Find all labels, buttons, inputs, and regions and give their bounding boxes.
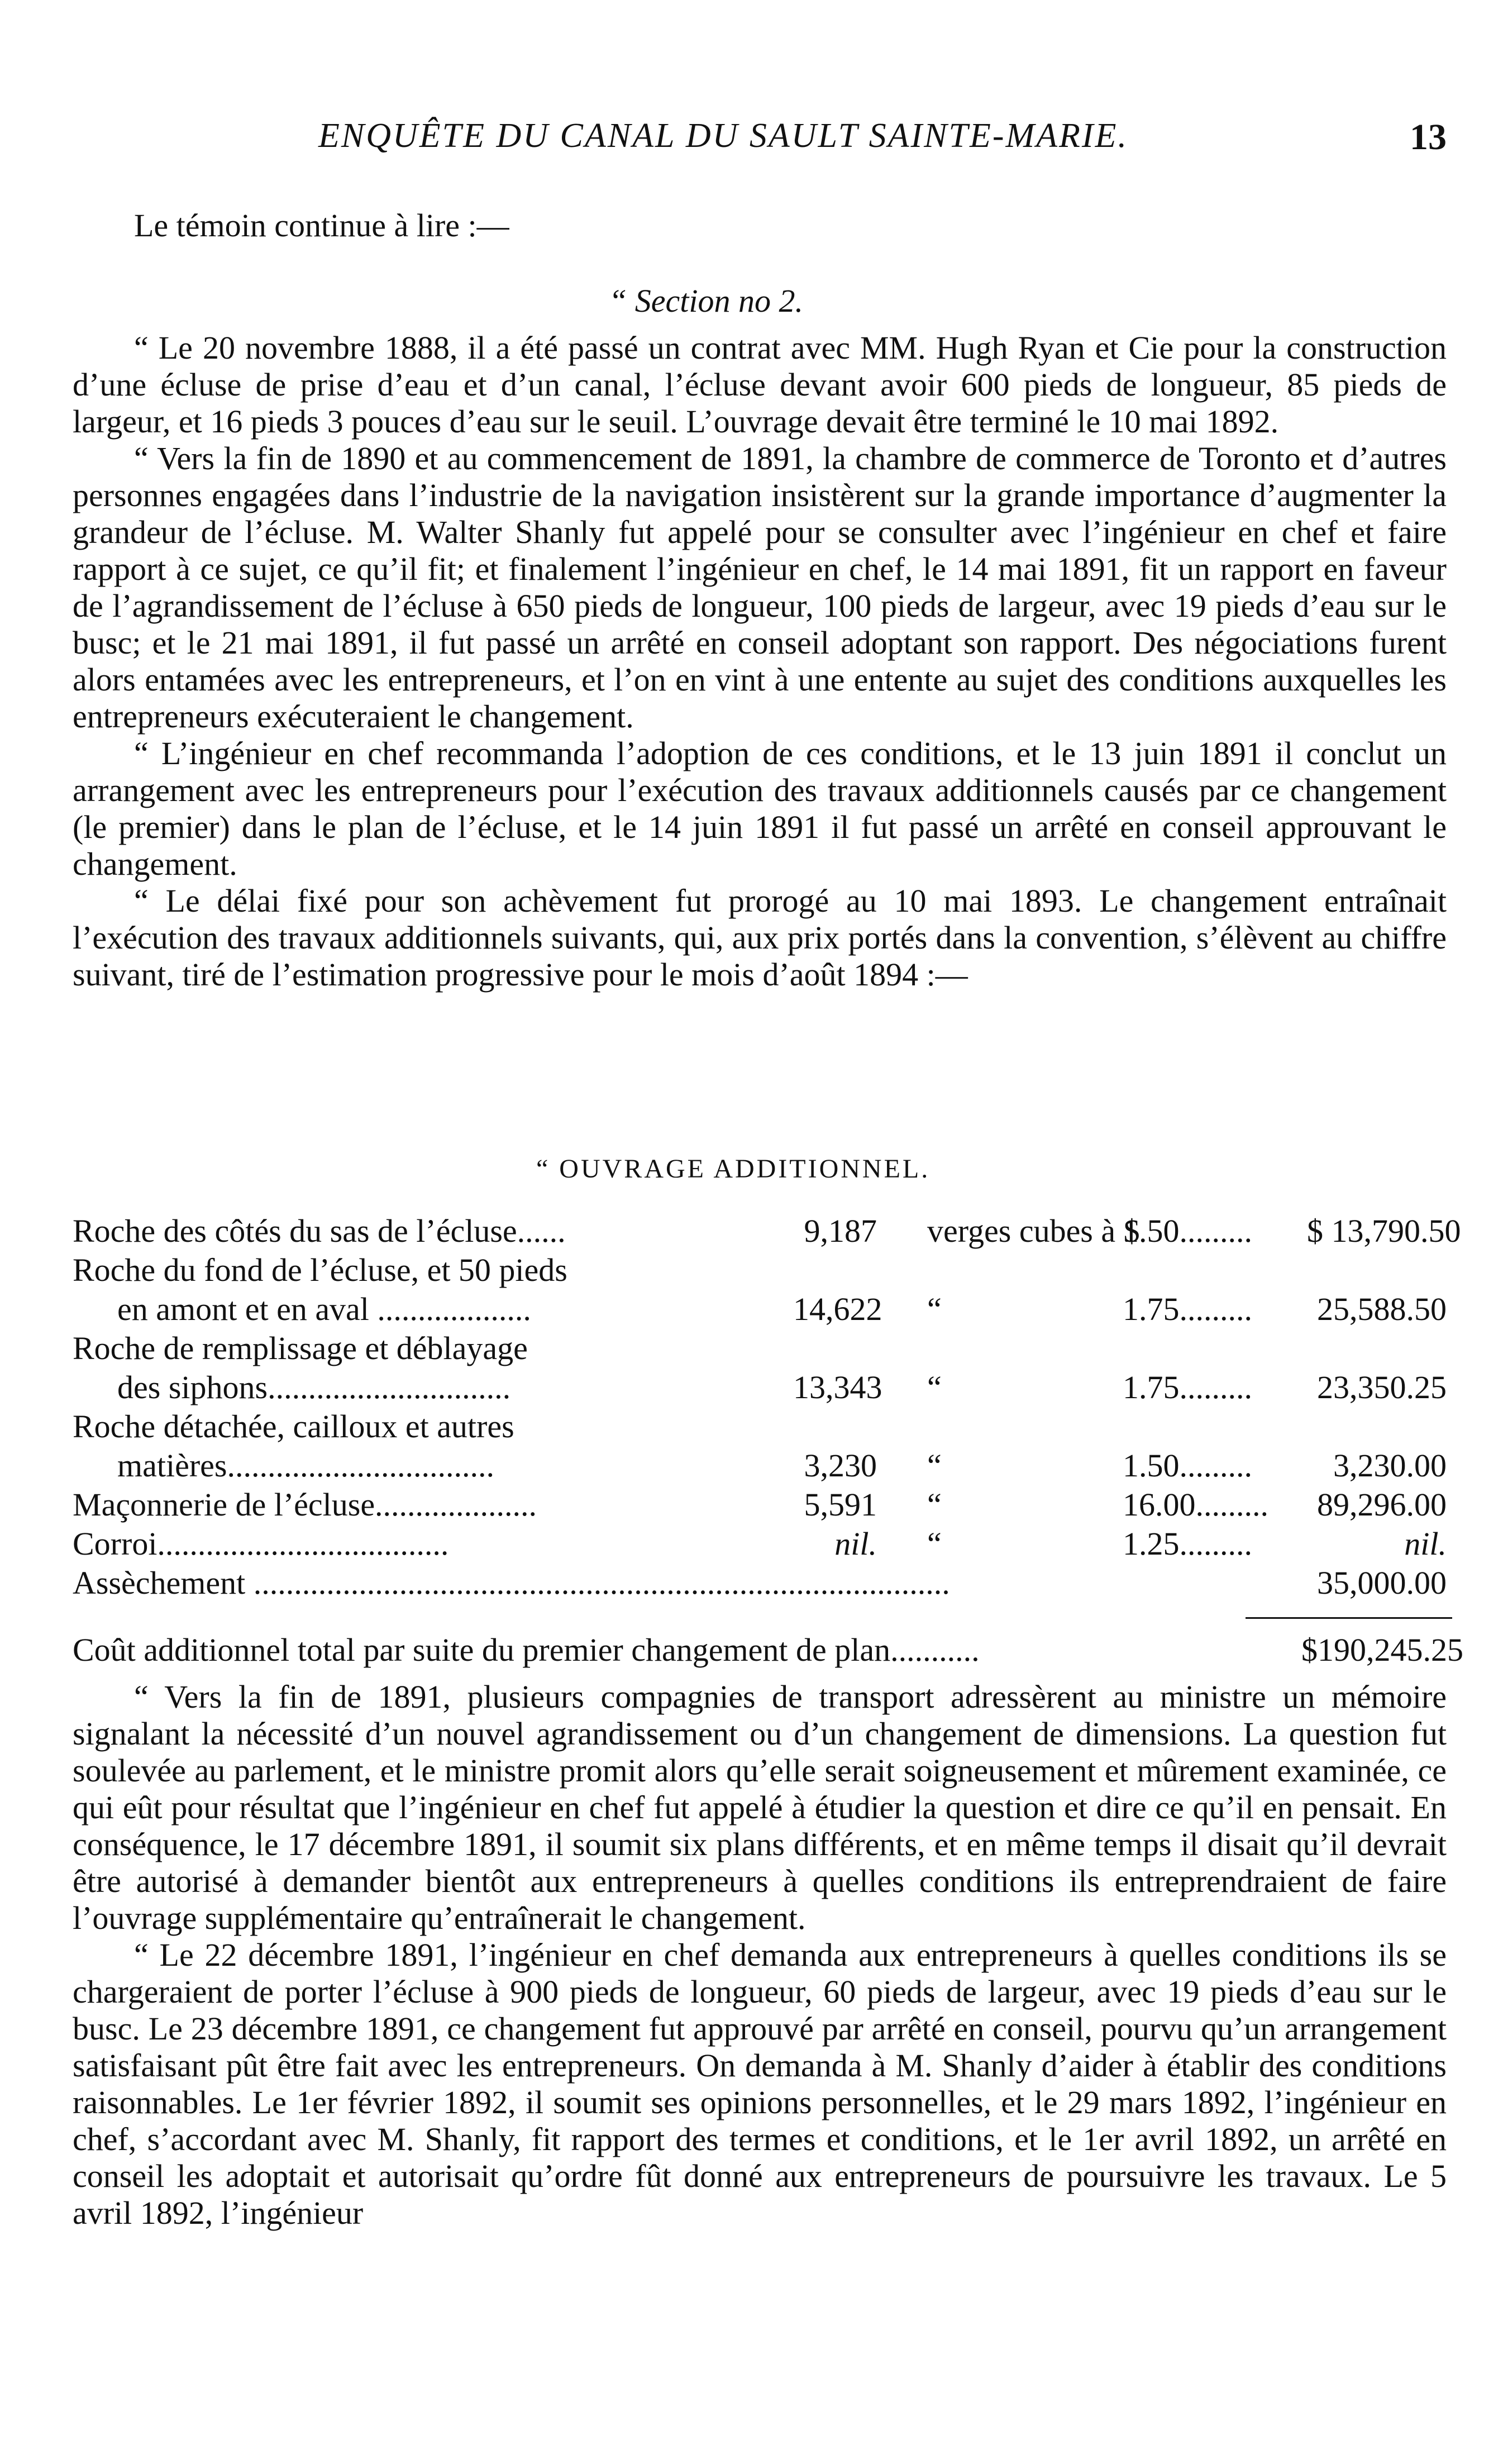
running-title: ENQUÊTE DU CANAL DU SAULT SAINTE-MARIE. (318, 117, 1128, 155)
total-amount: $190,245.25 (1301, 1632, 1463, 1668)
table-row (73, 1408, 1447, 1447)
section-reference: “ Section no 2. (609, 283, 803, 319)
row-label: Roche des côtés du sas de l’écluse...... (73, 1213, 566, 1249)
row-label: des siphons.............................. (117, 1369, 511, 1405)
row-unit: “ (927, 1486, 942, 1523)
row-price: 1.75......... (1123, 1291, 1252, 1327)
row-label: Assèchement ...................................................................................... (73, 1565, 950, 1601)
table-row (73, 1369, 1447, 1408)
row-label: Roche du fond de l’écluse, et 50 pieds (73, 1252, 567, 1288)
paragraph: “ Le 22 décembre 1891, l’ingénieur en chef demanda aux entrepreneurs à quelles conditions ils se chargeraient de porter l’écluse à 900 pieds de longueur, 60 pieds de largeur, avec 19 pieds d’eau sur le busc. Le 23 décembre 1891, ce changement fut approuvé par arrêté en conseil, pourvu qu’un arrangement satisfaisant pût être fait avec les entrepreneurs. On demanda à M. Shanly d’aider à établir des conditions raisonnables. Le 1er février 1892, il soumit ses opinions personnelles, et le 29 mars 1892, l’ingénieur en chef, s’accordant avec M. Shanly, fit rapport des termes et conditions, et le 1er avril 1892, un arrêté en conseil les adoptait et autorisait qu’ordre fût donné aux entrepreneurs de poursuivre les travaux. Le 5 avril 1892, l’ingénieur (73, 1937, 1447, 2231)
table-row (73, 1251, 1447, 1290)
paragraph: “ L’ingénieur en chef recommanda l’adoption de ces conditions, et le 13 juin 1891 il conclut un arrangement avec les entrepreneurs pour l’exécution des travaux additionnels causés par ce changement (le premier) dans le plan de l’écluse, et le 14 juin 1891 il fut passé un arrêté en conseil approuvant le changement. (73, 735, 1447, 882)
total-label: Coût additionnel total par suite du premier changement de plan........... (73, 1632, 980, 1668)
total-rule (1246, 1617, 1452, 1619)
paragraph: “ Vers la fin de 1891, plusieurs compagnies de transport adressèrent au ministre un mémoire signalant la nécessité d’un nouvel agrandissement ou d’un changement de dimensions. La question fut soulevée au parlement, et le ministre promit alors qu’elle serait soigneusement et mûrement examinée, ce qui eût pour résultat que l’ingénieur en chef fut appelé à étudier la question et dire ce qu’il en pensait. En conséquence, le 17 décembre 1891, il soumit six plans différents, et en même temps il disait qu’il devrait être autorisé à demander bientôt aux entrepreneurs à quelles conditions ils entreprendraient de faire l’ouvrage supplémentaire qu’entraînerait le changement. (73, 1679, 1447, 1936)
row-amount: nil. (1404, 1526, 1447, 1562)
row-unit: “ (927, 1447, 942, 1484)
row-quantity: 14,622 (793, 1291, 882, 1327)
page-header (73, 116, 1447, 166)
row-unit: verges cubes à $ (927, 1213, 1140, 1249)
paragraph: “ Le délai fixé pour son achèvement fut prorogé au 10 mai 1893. Le changement entraînait l’exécution des travaux additionnels suivants, qui, aux prix portés dans la convention, s’élèvent au chiffre suivant, tiré de l’estimation progressive pour le mois d’août 1894 :— (73, 883, 1447, 993)
row-unit: “ (927, 1526, 942, 1562)
page-number: 13 (1410, 117, 1447, 158)
row-price: 16.00......... (1123, 1486, 1268, 1523)
row-label: en amont et en aval ................... (117, 1291, 531, 1327)
row-unit: “ (927, 1291, 942, 1327)
row-quantity: nil. (834, 1526, 877, 1562)
row-label: matières................................. (117, 1447, 494, 1484)
row-label: Corroi.................................... (73, 1526, 449, 1562)
row-amount: 35,000.00 (1317, 1565, 1447, 1601)
table-row (73, 1290, 1447, 1329)
row-label: Roche de remplissage et déblayage (73, 1330, 528, 1366)
row-price: 1.50......... (1123, 1447, 1252, 1484)
paragraph: “ Vers la fin de 1890 et au commencement de 1891, la chambre de commerce de Toronto et d’autres personnes engagées dans l’industrie de la navigation insistèrent sur la grande importance d’augmenter la grandeur de l’écluse. M. Walter Shanly fut appelé pour se consulter avec l’ingénieur en chef et faire rapport à ce sujet, ce qu’il fit; et finalement l’ingénieur en chef, le 14 mai 1891, fit un rapport en faveur de l’agrandissement de l’écluse à 650 pieds de longueur, 100 pieds de largeur, avec 19 pieds d’eau sur le busc; et le 21 mai 1891, il fut passé un arrêté en conseil adoptant son rapport. Des négociations furent alors entamées avec les entrepreneurs, et l’on en vint à une entente au sujet des conditions auxquelles les entrepreneurs exécuteraient le changement. (73, 440, 1447, 735)
text-block-lower (73, 1679, 1447, 2232)
table-title: “ OUVRAGE ADDITIONNEL. (536, 1154, 931, 1184)
row-amount: 25,588.50 (1317, 1291, 1447, 1327)
row-amount: 23,350.25 (1317, 1369, 1447, 1405)
paragraph: “ Le 20 novembre 1888, il a été passé un contrat avec MM. Hugh Ryan et Cie pour la construction d’une écluse de prise d’eau et d’un canal, l’écluse devant avoir 600 pieds de longueur, 85 pieds de largeur, et 16 pieds 3 pouces d’eau sur le seuil. L’ouvrage devait être terminé le 10 mai 1892. (73, 330, 1447, 440)
intro-line: Le témoin continue à lire :— (134, 207, 509, 244)
row-quantity: 3,230 (804, 1447, 877, 1484)
row-amount: $ 13,790.50 (1307, 1213, 1461, 1249)
table-row (73, 1564, 1447, 1603)
text-block-upper (73, 330, 1447, 993)
table-row (73, 1329, 1447, 1369)
row-price: 1.25......... (1123, 1526, 1252, 1562)
row-quantity: 9,187 (804, 1213, 877, 1249)
row-label: Maçonnerie de l’écluse.................... (73, 1486, 537, 1523)
table-row (73, 1447, 1447, 1486)
row-amount: 89,296.00 (1317, 1486, 1447, 1523)
row-amount: 3,230.00 (1333, 1447, 1447, 1484)
table-row (73, 1525, 1447, 1564)
row-quantity: 5,591 (804, 1486, 877, 1523)
table-row (73, 1212, 1461, 1251)
row-price: 1.50......... (1123, 1213, 1252, 1249)
row-unit: “ (927, 1369, 942, 1405)
row-label: Roche détachée, cailloux et autres (73, 1408, 514, 1445)
table-row (73, 1486, 1447, 1525)
row-price: 1.75......... (1123, 1369, 1252, 1405)
row-quantity: 13,343 (793, 1369, 882, 1405)
